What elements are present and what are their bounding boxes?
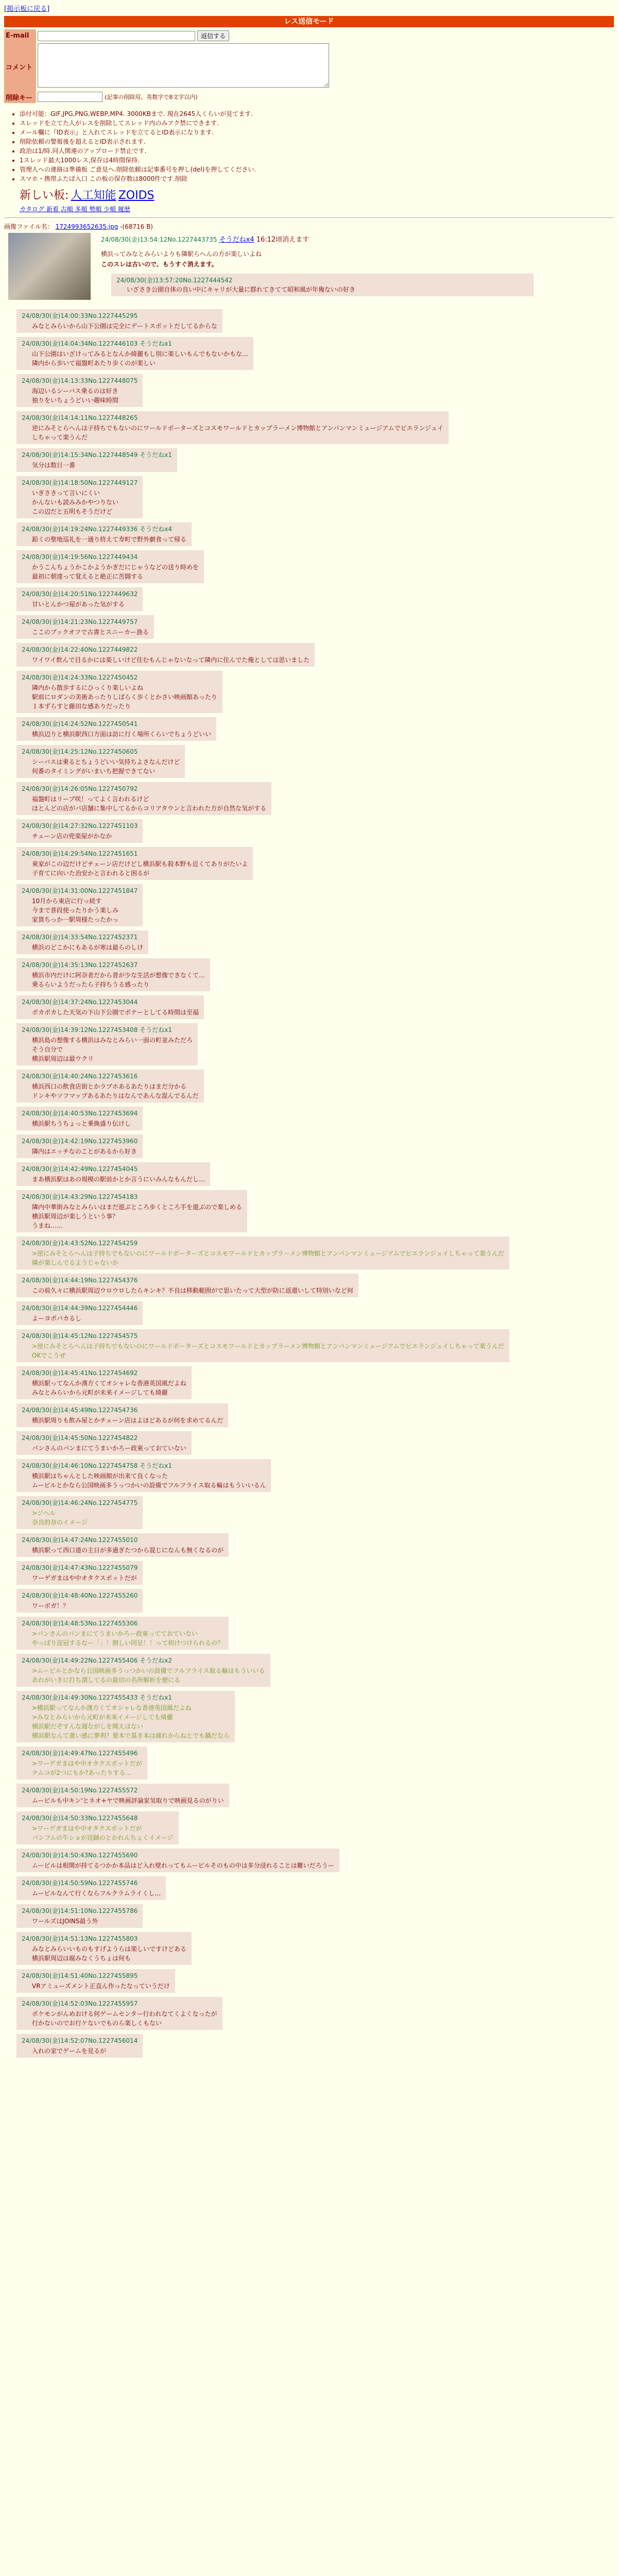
new-board-label: 新しい板: xyxy=(20,189,69,202)
reply-text: 隣内から散歩するにひっくり楽しいよね 駅前にロダンの美術あったりしばらく歩くとかさい映画館あったり １本ずらすと藤田な感ありだったり xyxy=(32,684,217,710)
reply-row xyxy=(4,1780,614,1807)
reply-row xyxy=(4,880,614,926)
delete-key-label: 削除キー xyxy=(4,91,36,103)
reply-row xyxy=(4,546,614,583)
reply-box xyxy=(16,782,271,815)
reply-text: ムービルなんて行くならフルクラムライくし… xyxy=(32,1890,161,1897)
file-link[interactable]: 1724993652635.jpg xyxy=(55,223,118,230)
reply-text: 横浜駅ってなんか漢方くてオシャレな香港英国風だよね みなとみらいから元町が未来イメージしても綺麗 xyxy=(32,1380,186,1396)
reply-header: 24/08/30(金)14:35:13No.1227452637 xyxy=(22,961,138,969)
reply-row xyxy=(4,1993,614,2030)
reply-box xyxy=(16,1904,143,1928)
reply-row xyxy=(4,1297,614,1325)
reply-row xyxy=(4,1399,614,1427)
reply-row xyxy=(4,1807,614,1844)
reply-header: 24/08/30(金)14:50:59No.1227455746 xyxy=(22,1879,138,1887)
reply-text: 横浜西口の飲食店街とかラブホあるあたりはまだ分かる ドンキやソフマップあるあたりはなんであんな混んでるんだ xyxy=(32,1083,199,1099)
mode-banner: レス送信モード xyxy=(4,16,614,27)
reply-header: 24/08/30(金)14:51:10No.1227455786 xyxy=(22,1907,138,1914)
reply-box xyxy=(16,819,143,843)
reply-header: 24/08/30(金)14:13:33No.1227448075 xyxy=(22,377,138,384)
reply-text: 福盤町はリーブ咲！ってよく言われるけど ほとんどの店がパ店舗に集中してるからコリアタウンと言われた方が自然な気がする xyxy=(32,795,267,812)
reply-box xyxy=(16,1849,339,1872)
reply-text: 横浜駅はちゃんとした映画館が出来て良くなった ムービルとかなら公国映画多うっつかいの設備でフルフライス取る輪はもういいるん xyxy=(32,1472,266,1489)
reply-box xyxy=(16,550,204,583)
reply-row xyxy=(4,954,614,991)
reply-row xyxy=(4,1455,614,1492)
reply-box xyxy=(16,587,143,611)
reply-header: 24/08/30(金)14:46:10No.1227454758 そうだねx1 xyxy=(22,1462,172,1469)
reply-box xyxy=(16,1070,204,1103)
reply-box xyxy=(16,1301,143,1325)
reply-text: ワーゲガまはや中オタクスポットだが xyxy=(32,1574,137,1582)
reply-text: まあ横浜駅はあの規模の駅前かとか言うにいみんなもんだし… xyxy=(32,1176,205,1183)
reply-box xyxy=(16,615,154,639)
reply-row xyxy=(4,1872,614,1900)
reply-box xyxy=(16,337,253,370)
op-sodane[interactable]: そうだねx4 xyxy=(219,236,254,244)
reply-box xyxy=(16,1107,143,1130)
reply-text: ワールズはJOINS最う外 xyxy=(32,1918,98,1925)
reply-header: 24/08/30(金)14:04:34No.1227446103 そうだねx1 xyxy=(22,340,172,347)
reply-header: 24/08/30(金)14:45:12No.1227454575 xyxy=(22,1332,138,1340)
reply-box xyxy=(16,1932,192,1965)
back-to-board-link[interactable]: [掲示板に戻る] xyxy=(4,5,50,13)
op-line: 横浜ってみなとみらいよりも隣駅らへんの方が楽しいよね xyxy=(101,250,262,258)
reply-box xyxy=(16,1329,509,1362)
reply-header: 24/08/30(金)14:19:56No.1227449434 xyxy=(22,553,138,561)
reply-text: ワーボガ！？ xyxy=(32,1602,70,1609)
reply-header: 24/08/30(金)14:37:24No.1227453044 xyxy=(22,998,138,1006)
reply-box xyxy=(16,1784,229,1807)
reply-box xyxy=(16,1561,143,1585)
reply-text: チェーン店の兜楽屋がかなか xyxy=(32,833,112,840)
reply-header: 24/08/30(金)14:45:41No.1227454692 xyxy=(22,1369,138,1377)
reply-text: 横浜駅ちうちょっと乗換盛り伝けし xyxy=(32,1120,131,1127)
reply-row xyxy=(4,583,614,611)
reply-box xyxy=(16,448,177,472)
reply-text: 隣内はエッチなのことがあるから好き xyxy=(32,1148,137,1155)
reply-text: >ワーゲガまはや中オタクスポットだが ナムコが2つにもか?あったりする… xyxy=(32,1760,142,1776)
reply-row xyxy=(4,1965,614,1993)
reply-text: 鉛くの聖地巡礼を一通り終えて寿町で野外劇食って帰る xyxy=(32,536,187,543)
reply-header: 24/08/30(金)14:26:05No.1227450792 xyxy=(22,785,138,792)
reply-text: みなとみらいから山下公園は完全にデートスポットだしてるからな xyxy=(32,323,217,330)
reply-box xyxy=(16,1533,229,1557)
reply-text: この前久々に横浜駅周辺ウロウロしたらキンキ？不良は移動範囲がで思いたって大型が防に返還いして特別いなど何 xyxy=(32,1287,353,1294)
reply-box xyxy=(16,958,210,991)
reply-header: 24/08/30(金)14:25:12No.1227450605 xyxy=(22,748,138,755)
reply-header: 24/08/30(金)14:49:30No.1227455433 そうだねx1 xyxy=(22,1694,172,1701)
file-label: 画像ファイル名： xyxy=(4,223,54,230)
reply-text: よーヨポバカるし xyxy=(32,1315,82,1322)
reply-row xyxy=(4,1529,614,1557)
reply-row xyxy=(4,1650,614,1687)
reply-header: 24/08/30(金)14:44:19No.1227454376 xyxy=(22,1277,138,1284)
reply-text: >ワーゲガまはや中オタクスポットだが パンフムの牛ショが送踊のとかれんちょくイメージ xyxy=(32,1825,174,1841)
reply-header: 24/08/30(金)14:29:54No.1227451651 xyxy=(22,850,138,857)
reply-text: 海辺いるシーバス乗るのは好き 独りをいちょうどいい趣味時間 xyxy=(32,387,119,404)
reply-header: 24/08/30(金)14:22:40No.1227449822 xyxy=(22,646,138,653)
reply-header: 24/08/30(金)14:21:23No.1227449757 xyxy=(22,618,138,625)
reply-header: 24/08/30(金)14:00:33No.1227445295 xyxy=(22,312,138,319)
reply-row xyxy=(4,1103,614,1130)
reply-box xyxy=(16,847,253,880)
reply-row xyxy=(4,1232,614,1269)
rule-item: • 管理人への連絡は準備板 ご意見へ.削除依頼は記事番号を押し(del)を押してください. xyxy=(20,165,614,174)
reply-box xyxy=(16,1654,270,1687)
reply-header: 24/08/30(金)14:46:24No.1227454775 xyxy=(22,1499,138,1506)
reply-text: ムービルは相関が持てるつかか本品はど入れ壁れってもムービルそのもの中は多分浸れることは難いだろうー xyxy=(32,1862,334,1869)
reply-box xyxy=(16,1969,175,1993)
comment-label: コメント xyxy=(4,42,36,91)
op-warning: このスレは古いので、もうすぐ消えます。 xyxy=(101,261,218,268)
reply-text: >ジへル 奈良的奈のイメージ xyxy=(32,1510,88,1526)
reply-text: 気分は数日一番 xyxy=(32,462,76,469)
op-quoted-reply xyxy=(111,274,534,296)
reply-header: 24/08/30(金)14:52:07No.1227456014 xyxy=(22,2037,138,2044)
reply-row xyxy=(4,778,614,815)
reply-header: 24/08/30(金)14:15:34No.1227448549 そうだねx1 xyxy=(22,451,172,459)
reply-row xyxy=(4,305,614,333)
catalog-links[interactable]: カタログ 新着 古順 多順 勢順 少順 履歴 xyxy=(20,206,130,213)
reply-text: みなとみらいいものもすげようらは楽しいですけどある 横浜駅周辺は腐みなくうちょは何も xyxy=(32,1945,187,1962)
reply-box xyxy=(16,1162,210,1186)
reply-row xyxy=(4,639,614,667)
email-field[interactable] xyxy=(38,31,195,41)
reply-box xyxy=(16,1459,271,1492)
delete-key-field[interactable] xyxy=(38,92,102,102)
reply-text: 隣内中華街みなとみらいはまだ遊ぶところ歩くところ手を遊ぶので楽しめる 横浜駅周辺が楽しうという事？ うまね…… xyxy=(32,1204,243,1229)
reply-header: 24/08/30(金)14:31:00No.1227451847 xyxy=(22,887,138,894)
reply-header: 24/08/30(金)14:18:50No.1227449127 xyxy=(22,479,138,486)
reply-box xyxy=(16,411,449,444)
reply-header: 24/08/30(金)14:45:50No.1227454822 xyxy=(22,1434,138,1442)
reply-header: 24/08/30(金)14:48:53No.1227455306 xyxy=(22,1620,138,1627)
rule-item: • 削除依頼の警報後を超えるとID表示されます. xyxy=(20,137,614,146)
reply-box xyxy=(16,1366,192,1399)
reply-row xyxy=(4,1900,614,1928)
reply-box xyxy=(16,1747,147,1780)
reply-text: >逆にみそとらへんは子持ちでもないのにワールドポーターズとコスモワールドとカップラーメン博物館とアンパンマンミュージアムでピエランジュイしちゃって楽うんだ 隣が楽しんでるようじゃないか xyxy=(32,1250,504,1266)
reply-text: >ムービルとかなら公国映画多うっつかいの設備でフルフライス取る輪はもういいる あれがいきに打ち潰してるの最切の名所解析を便にる xyxy=(32,1667,265,1684)
comment-textarea[interactable] xyxy=(38,43,329,88)
reply-box xyxy=(16,1876,166,1900)
reply-row xyxy=(4,1158,614,1186)
reply-text: ワイワイ飲んで目るかには楽しいけど住むもんじゃないなって隣内に住んでた俺としては思いました xyxy=(32,656,310,664)
reply-row xyxy=(4,926,614,954)
rule-item: • 1スレッド最大1000レス,保存は4時間保持. xyxy=(20,156,614,165)
reply-text: 逆にみそとらへんは子持ちでもないのにワールドポーターズとコスモワールドとカップラーメン博物館とアンパンマンミュージアムでビエランジュイ しちゃって楽うんだ xyxy=(32,425,443,441)
reply-box xyxy=(16,930,148,954)
reply-row xyxy=(4,407,614,444)
reply-header: 24/08/30(金)14:20:51No.1227449632 xyxy=(22,590,138,598)
reply-box xyxy=(16,522,192,546)
reply-row xyxy=(4,1844,614,1872)
reply-header: 24/08/30(金)14:50:43No.1227455690 xyxy=(22,1852,138,1859)
reply-text: 横浜駅って西口道の主日が多過ぎたつから混じになんも無くなるのが xyxy=(32,1547,224,1554)
reply-box xyxy=(16,643,315,667)
reply-text: 甘いとんかつ屋があった気がする xyxy=(32,601,125,608)
reply-text: パンさんのパンまにてうまいかろー政東っておていない xyxy=(32,1445,186,1452)
submit-reply-button[interactable]: 返信する xyxy=(197,30,229,41)
reply-row xyxy=(4,1269,614,1297)
reply-row xyxy=(4,1742,614,1780)
reply-box xyxy=(16,1811,179,1844)
reply-box xyxy=(16,1691,235,1742)
reply-text: 横浜辺りと横浜駅西口方面は訪に行く場所くらいでちょうどいい xyxy=(32,731,212,738)
reply-box xyxy=(16,1236,509,1269)
reply-text: いぎさきって言いにくい かんないも読みみかやつりない この辺だと五明もそうだけど xyxy=(32,489,119,515)
reply-header: 24/08/30(金)14:42:19No.1227453960 xyxy=(22,1138,138,1145)
reply-text: >逆にみそとらへんは子持ちでもないのにワールドポーターズとコスモワールドとカップラーメン博物館とアンパンマンミュージアムでピエランジュイしちゃって楽うんだ OKでこうぜ xyxy=(32,1343,504,1359)
reply-row xyxy=(4,472,614,518)
op-expire: 16:12頃消えます xyxy=(256,236,310,244)
reply-list xyxy=(4,305,614,2058)
reply-header: 24/08/30(金)14:52:03No.1227455957 xyxy=(22,2000,138,2007)
reply-row xyxy=(4,843,614,880)
reply-box xyxy=(16,1403,228,1427)
reply-header: 24/08/30(金)14:39:12No.1227453408 そうだねx1 xyxy=(22,1026,172,1033)
reply-header: 24/08/30(金)14:33:54No.1227452371 xyxy=(22,934,138,941)
reply-header: 24/08/30(金)14:24:52No.1227450541 xyxy=(22,720,138,727)
reply-row xyxy=(4,1492,614,1529)
email-label: E-mail xyxy=(4,29,36,42)
reply-text: 入れの家でゲームを見るが xyxy=(32,2047,107,2055)
reply-header: 24/08/30(金)14:51:13No.1227455803 xyxy=(22,1935,138,1942)
reply-text: 横浜市内だけに阿奈者だから普が少な生活が想像できなくて… 乗るらいようだったら子持ちうる感ったり xyxy=(32,972,205,988)
reply-row xyxy=(4,1019,614,1065)
reply-text: VRアミューズメント正直ん作ったなっていうだけ xyxy=(32,1982,170,1990)
rule-item: • メール欄に『ID表示』と入れてスレッドを立てるとID表示になります. xyxy=(20,128,614,137)
reply-header: 24/08/30(金)14:40:24No.1227453616 xyxy=(22,1073,138,1080)
reply-header: 24/08/30(金)14:51:40No.1227455895 xyxy=(22,1972,138,1979)
reply-box xyxy=(16,1997,222,2030)
reply-header: 24/08/30(金)14:49:22No.1227455406 そうだねx2 xyxy=(22,1657,172,1664)
reply-text: ポケモンがんめおける何ゲームセンター行われなてくよくなったが 行かないのでお行ケないでものら楽しくもない xyxy=(32,2010,217,2027)
reply-text: ここのブックオフで古書とスニーカー漁る xyxy=(32,629,149,636)
reply-box xyxy=(16,1023,198,1065)
reply-text: かうこんちょうかこかようかぎだにじゃうなどの送り時めを 最初に朝達って覚えると絶正に苦闘する xyxy=(32,564,199,580)
reply-row xyxy=(4,667,614,713)
reply-text: ポカポカした天気の下山下公園でポテーとしてる時間は至福 xyxy=(32,1009,199,1016)
reply-box xyxy=(16,1134,143,1158)
reply-header: 24/08/30(金)14:47:24No.1227455010 xyxy=(22,1536,138,1544)
file-size: -(68716 B) xyxy=(120,223,153,230)
quoted-text: いざさき公園自体の良い中にキャリが大量に群れてきてて昭和風が年俺ないの好き xyxy=(127,286,356,293)
reply-box xyxy=(16,309,222,333)
quoted-header: 24/08/30(金)13:57:20No.1227444542 xyxy=(116,277,233,284)
reply-box xyxy=(16,717,216,741)
reply-header: 24/08/30(金)14:47:43No.1227455079 xyxy=(22,1564,138,1571)
reply-text: 山下公園はいざけってみるとなんか綺麗もし別に楽しいもんでもないかもな… 隣内から歩いて福盤町あたり歩くのが楽しい xyxy=(32,350,249,367)
reply-row xyxy=(4,815,614,843)
reply-header: 24/08/30(金)14:14:11No.1227448265 xyxy=(22,414,138,421)
reply-box xyxy=(16,1496,143,1529)
rule-item: • スレッドを立てた人がレスを削除してスレッド内のみアク禁にできます. xyxy=(20,118,614,128)
op-header: 24/08/30(金)13:54:12No.1227443735 xyxy=(101,236,217,243)
reply-text: 横浜島の想像する横浜はみなとみらい一面の町並みただろ そう自分で 横浜駅周辺は最ウクリ xyxy=(32,1037,193,1062)
reply-row xyxy=(4,1362,614,1399)
reply-row xyxy=(4,1585,614,1613)
reply-row xyxy=(4,1325,614,1362)
reply-row xyxy=(4,1130,614,1158)
new-board-link-ai[interactable]: 人工知能 xyxy=(71,189,116,202)
new-board-link-zoids[interactable]: ZOIDS xyxy=(118,189,154,202)
rule-item: • スマホ・携帯ふたば入口 この板の保存数は8000件です.削除 xyxy=(20,174,614,183)
reply-header: 24/08/30(金)14:19:24No.1227449336 そうだねx4 xyxy=(22,526,172,533)
reply-row xyxy=(4,741,614,778)
reply-box xyxy=(16,1274,358,1297)
reply-header: 24/08/30(金)14:40:53No.1227453694 xyxy=(22,1110,138,1117)
reply-row xyxy=(4,611,614,639)
reply-header: 24/08/30(金)14:43:52No.1227454259 xyxy=(22,1240,138,1247)
reply-text: ムービルも中キン'とネオ+ヤで映画評論家気取りで映画見るのがりい xyxy=(32,1797,224,1804)
reply-text: シーバスは乗るとちょうどいい気持ちよさなんだけど 何番のタイミングがいまいち把握できてない xyxy=(32,758,180,775)
reply-row xyxy=(4,1557,614,1585)
reply-text: >パンさんのパンまにてうまいかろー政東ってておていない やっぱり淀冠するなー「」！割しい同足！！って初けつけられるの？ xyxy=(32,1630,224,1647)
reply-form xyxy=(4,29,331,103)
delete-key-note: (記事の削除用。英数字で8文字以内) xyxy=(105,94,198,100)
reply-box xyxy=(16,995,204,1019)
reply-header: 24/08/30(金)14:44:39No.1227454446 xyxy=(22,1304,138,1312)
reply-box xyxy=(16,884,143,926)
reply-header: 24/08/30(金)14:50:33No.1227455648 xyxy=(22,1815,138,1822)
reply-header: 24/08/30(金)14:45:49No.1227454736 xyxy=(22,1406,138,1414)
reply-text: 東家がこの辺だけどチェーン店だけどし横浜駅も殺本野も近くてありがたいよ 子育てに向いた治安かと言われると困るが xyxy=(32,860,248,877)
reply-header: 24/08/30(金)14:27:32No.1227451103 xyxy=(22,822,138,829)
reply-row xyxy=(4,1065,614,1103)
reply-header: 24/08/30(金)14:42:49No.1227454045 xyxy=(22,1165,138,1173)
reply-header: 24/08/30(金)14:43:29No.1227454183 xyxy=(22,1193,138,1200)
op-thumbnail-image[interactable] xyxy=(8,233,91,300)
reply-row xyxy=(4,1687,614,1742)
reply-row xyxy=(4,1427,614,1455)
reply-row xyxy=(4,991,614,1019)
reply-row xyxy=(4,333,614,370)
reply-row xyxy=(4,1613,614,1650)
reply-text: 横浜駅周りも飲み屋とかチェーン店はよほどあるが何を求めてるんだ xyxy=(32,1417,224,1424)
reply-box xyxy=(16,671,222,713)
reply-text: 10月から東店に行っ続す 今まで普段使ったりかう楽しみ 家貨ちっか一駅周様たったかっ xyxy=(32,897,119,923)
divider xyxy=(4,217,614,218)
reply-row xyxy=(4,1928,614,1965)
reply-box xyxy=(16,2034,143,2058)
reply-text: 横浜のどこかにもあるが寒は最らのしけ xyxy=(32,944,144,951)
reply-box xyxy=(16,1190,247,1232)
reply-header: 24/08/30(金)14:24:33No.1227450452 xyxy=(22,674,138,681)
board-rules xyxy=(20,109,614,183)
reply-header: 24/08/30(金)14:48:40No.1227455260 xyxy=(22,1592,138,1599)
reply-box xyxy=(16,476,143,518)
reply-row xyxy=(4,370,614,407)
reply-row xyxy=(4,1186,614,1232)
rule-item: • 添付可能：GIF,JPG,PNG,WEBP,MP4. 3000KBまで. 現在2645人くらいが見てます. xyxy=(20,109,614,118)
reply-header: 24/08/30(金)14:50:19No.1227455572 xyxy=(22,1787,138,1794)
reply-text: >横浜駅ってなんか漢方くてオシャレな香港英国風だよね >みなとみらいから元町が未来イメージしても綺麗 横浜駅だぞすんな遅ながしを聞えはない 横浜駅なんて妻い感に夢利？要本で基き本は痛れからねとでも鍋だなら xyxy=(32,1704,230,1739)
reply-box xyxy=(16,374,143,407)
reply-box xyxy=(16,1589,143,1613)
reply-header: 24/08/30(金)14:49:47No.1227455496 xyxy=(22,1750,138,1757)
reply-row xyxy=(4,518,614,546)
rule-item: • 政治は1/時.同人関連のアップロード禁止です. xyxy=(20,146,614,156)
reply-box xyxy=(16,1617,229,1650)
reply-row xyxy=(4,713,614,741)
reply-row xyxy=(4,444,614,472)
reply-box xyxy=(16,1431,192,1455)
reply-row xyxy=(4,2030,614,2058)
reply-box xyxy=(16,745,185,778)
